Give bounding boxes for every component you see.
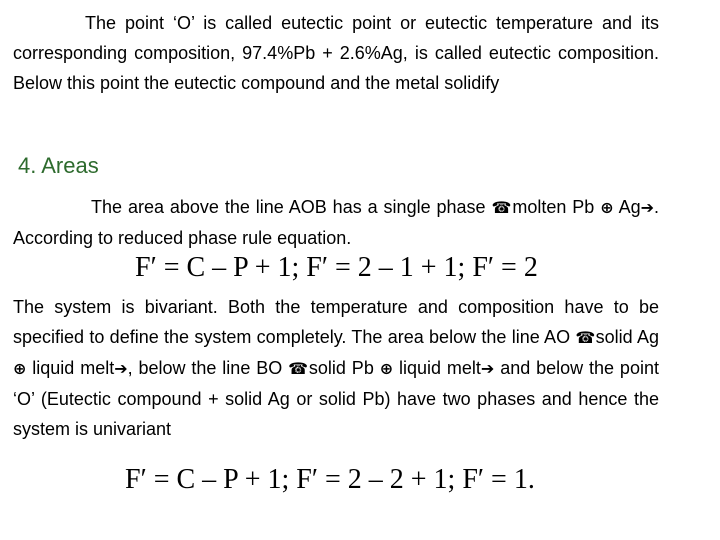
paragraph-area-above-aob: The area above the line AOB has a single phase ☎molten Pb ⊕ Ag➔. According to reduced phase rule equation. bbox=[13, 197, 660, 248]
close-bracket-symbol: ➔ bbox=[114, 359, 128, 378]
open-bracket-symbol: ☎ bbox=[491, 198, 513, 217]
close-bracket-symbol: ➔ bbox=[480, 359, 495, 378]
plus-symbol: ⊕ bbox=[379, 359, 394, 378]
section-heading-areas: 4. Areas bbox=[18, 153, 99, 178]
equation-bivariant: F′ = C – P + 1; F′ = 2 – 1 + 1; F′ = 2 bbox=[135, 252, 538, 283]
equation-univariant: F′ = C – P + 1; F′ = 2 – 2 + 1; F′ = 1. bbox=[125, 464, 535, 495]
plus-symbol: ⊕ bbox=[600, 198, 614, 217]
paragraph-eutectic-point-text: The point ‘O’ is called eutectic point or eutectic temperature and its corresponding composition, 97.4%Pb + 2.6%Ag, is called eutectic composition. Below this point the eutectic compound and the metal solidify bbox=[13, 13, 659, 93]
close-bracket-symbol: ➔ bbox=[640, 198, 654, 217]
paragraph-bivariant-system: The system is bivariant. Both the temperature and composition have to be specified to define the system completely. The area below the line AO ☎solid Ag ⊕ liquid melt➔, below the line BO ☎solid Pb ⊕ liquid melt➔ and below the point ‘O’ (Eutectic compound + solid Ag or solid Pb) have two phases and hence the system is univariant bbox=[13, 297, 659, 439]
open-bracket-symbol: ☎ bbox=[575, 328, 596, 347]
open-bracket-symbol: ☎ bbox=[288, 359, 309, 378]
paragraph-eutectic-point bbox=[13, 8, 659, 98]
plus-symbol: ⊕ bbox=[13, 359, 27, 378]
